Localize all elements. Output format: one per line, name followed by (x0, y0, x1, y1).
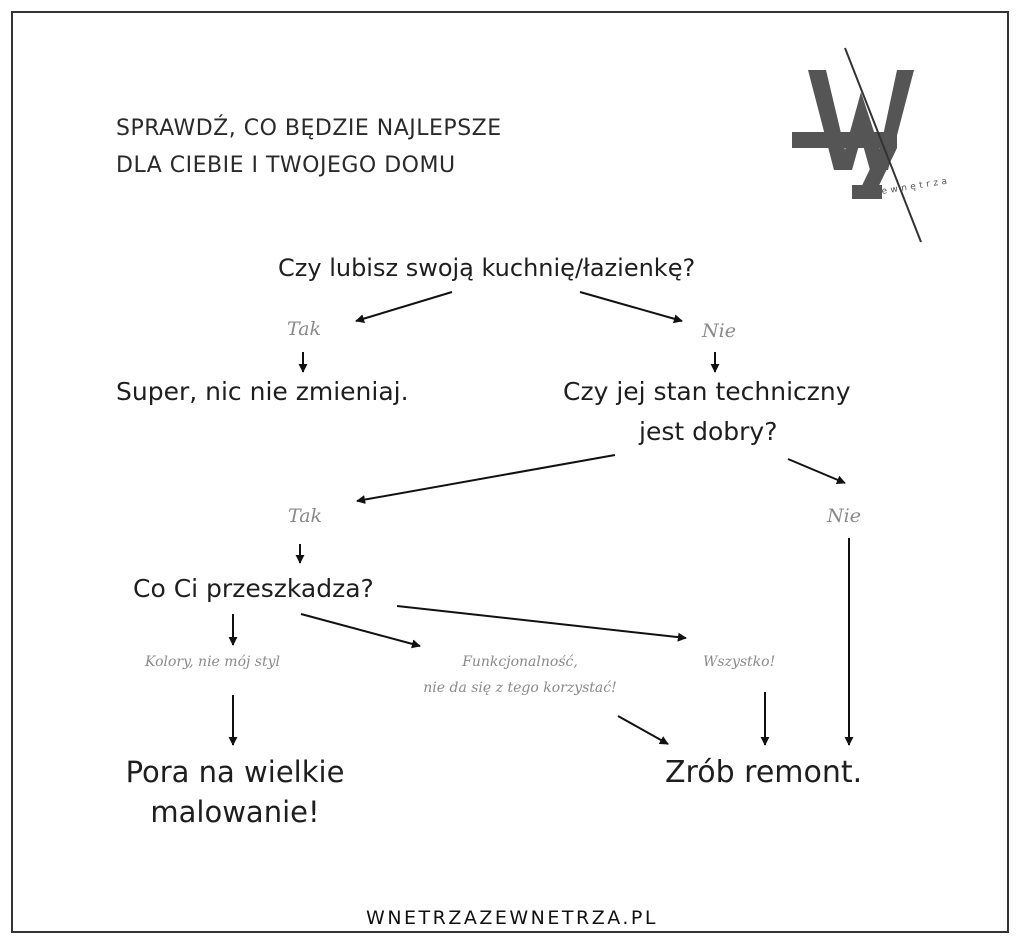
logo-z-bottom-bar (852, 185, 882, 199)
arrow-q3-to-all (397, 606, 686, 638)
answer-yes-2: Tak (288, 505, 323, 527)
result-painting-line-1: Pora na wielkie (125, 755, 345, 789)
heading-line-2: DLA CIEBIE I TWOJEGO DOMU (116, 153, 456, 178)
arrow-q3-to-function (301, 614, 420, 646)
question-technical-state-line-2: jest dobry? (639, 417, 778, 446)
answer-no-1: Nie (702, 320, 736, 342)
result-painting-line-2: malowanie! (150, 795, 320, 829)
option-functionality-line-1: Funkcjonalność, (462, 654, 578, 670)
logo-w-shape (808, 70, 914, 170)
result-renovate: Zrób remont. (665, 755, 863, 790)
question-like-room: Czy lubisz swoją kuchnię/łazienkę? (278, 254, 696, 282)
option-colors-style: Kolory, nie mój styl (145, 654, 280, 670)
logo-wordmark: ewnętrza (880, 176, 952, 197)
arrow-q2-to-tak (357, 455, 615, 501)
option-functionality-line-2: nie da się z tego korzystać! (423, 680, 617, 696)
answer-yes-1: Tak (287, 318, 322, 340)
arrow-function-to-renovate (618, 716, 668, 744)
heading-line-1: SPRAWDŹ, CO BĘDZIE NAJLEPSZE (116, 116, 502, 141)
question-what-bothers: Co Ci przeszkadza? (133, 574, 374, 603)
arrow-q2-to-nie (788, 459, 845, 483)
arrow-q1-to-tak (356, 292, 452, 321)
footer-website-url[interactable]: WNETRZAZEWNETRZA.PL (366, 907, 658, 929)
wz-logo (792, 48, 951, 242)
result-no-change: Super, nic nie zmieniaj. (116, 377, 409, 406)
option-everything: Wszystko! (703, 654, 776, 670)
arrow-q1-to-nie (580, 292, 682, 321)
answer-no-2: Nie (827, 505, 861, 527)
question-technical-state-line-1: Czy jej stan techniczny (563, 377, 851, 406)
